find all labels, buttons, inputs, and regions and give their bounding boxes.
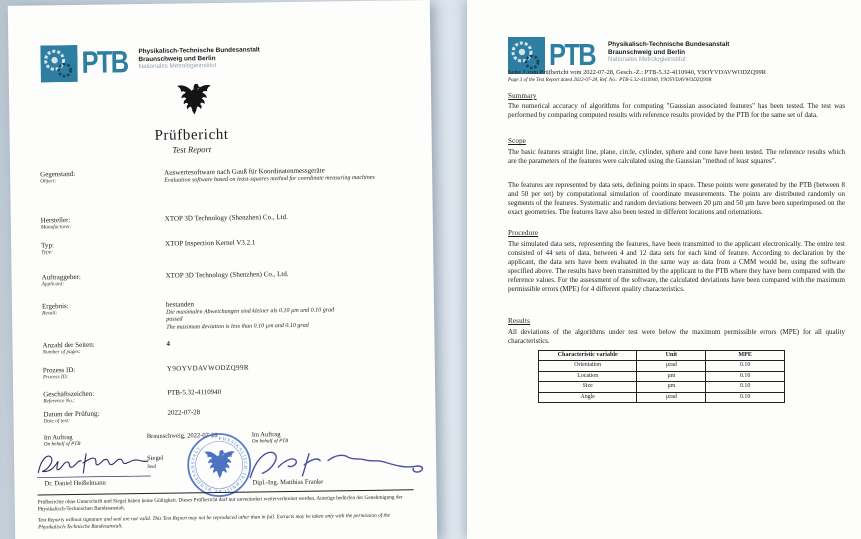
report-title-de: Prüfbericht: [154, 126, 229, 144]
ptb-acronym: PTB: [81, 44, 128, 80]
field-value-hersteller: XTOP 3D Technology (Shenzhen) Co., Ltd.: [164, 213, 288, 223]
table-cell: 0.10: [706, 392, 785, 402]
table-row: [539, 371, 785, 381]
ptb-org-line-2: Braunschweig und Berlin: [138, 54, 216, 63]
table-cell: Orientation: [539, 361, 637, 371]
signer-name-left: Dr. Daniel Heißelmann: [44, 479, 106, 488]
table-row: [539, 361, 785, 371]
field-label-typ: Typ: Type:: [41, 241, 54, 256]
table-cell: 0.10: [706, 382, 785, 392]
section-title-procedure: Procedure: [508, 229, 539, 237]
field-value-typ: XTOP Inspection Kernel V3.2.1: [165, 238, 256, 248]
ptb-org-line-3: Nationales Metrologieinstitut: [608, 56, 686, 64]
section-title-results: Results: [508, 317, 531, 325]
mpe-header-mpe: MPE: [706, 351, 785, 361]
field-value-seiten: 4: [166, 339, 171, 348]
field-label-prozess-id: Prozess ID: Process ID:: [42, 366, 76, 381]
seal-ring-text: PHYSIKALISCH-TECHNISCHE BUNDESANSTALT: [190, 435, 249, 495]
field-label-seiten: Anzahl der Seiten: Number of pages:: [42, 340, 95, 356]
ptb-logo-icon: [40, 45, 78, 83]
ptb-org-line-1: Physikalisch-Technische Bundesanstalt: [138, 46, 260, 56]
report-title-en: Test Report: [172, 144, 212, 155]
table-cell: Location: [539, 371, 637, 381]
field-label-ergebnis: Ergebnis: Result:: [41, 302, 69, 317]
mpe-header-characteristic: Characteristic variable: [539, 351, 637, 361]
federal-eagle-icon: [176, 81, 213, 120]
table-cell: 0.10: [706, 361, 785, 371]
section-scope-paragraph-2: The features are represented by data sets, defining points in space. These points were generated by the PTB (between 8 and 50 per set) by computational simulation of coordinate measurements. The points are distributed randomly on segments of the features. Systematic and random deviations between 20 µm and 50 µm have been superimposed on the exact geometries. The features have also been tested in different locations and orientations.: [508, 181, 845, 216]
field-value-datum: 2022-07-28: [167, 408, 201, 417]
ptb-org-lines: [608, 38, 838, 64]
validity-note-de: Prüfberichte ohne Unterschrift und Siegel haben keine Gültigkeit. Dieser Prüfbericht darf nur unverändert weiterverbreitet werden. Auszüge bedürfen der Genehmigung der Physikalisch-Technischen Bundesanstalt.: [37, 494, 403, 513]
mpe-table-header-row: [539, 351, 785, 361]
test-report-page-1: [8, 0, 437, 539]
field-value-prozess-id: Y9OYVDAVWODZQ99R: [166, 363, 250, 373]
section-scope-paragraph-1: The basic features straight line, plane, circle, cylinder, sphere and cone have been tested. The reference results which are the parameters of the features were calculated using the Gaussian "method of least squares".: [508, 148, 845, 165]
page-header-line: Seite 3 zum Prüfbericht vom 2022-07-28, Gesch.-Z.: PTB-5.32-4110940, Y9OYVDAVWODZQ99R: [508, 69, 767, 76]
field-value-ergebnis: bestanden Die maximalen Abweichungen sind kleiner als 0.10 µm und 0.10 grad passed The maximum deviation is less than 0.10 µm and 0.10 grad: [165, 300, 335, 331]
mpe-header-unit: Unit: [637, 351, 706, 361]
table-cell: Size: [539, 382, 637, 392]
ptb-org-line-3: Nationales Metrologieinstitut: [138, 62, 217, 71]
table-cell: Angle: [539, 392, 637, 402]
table-cell: µrad: [637, 392, 706, 402]
ptb-org-line-2: Braunschweig und Berlin: [608, 48, 686, 56]
place-date: Braunschweig, 2022-07-28: [146, 432, 218, 441]
section-title-summary: Summary: [508, 92, 537, 100]
signing-right: Im Auftrag On behalf of PTB: [251, 431, 289, 445]
field-label-hersteller: Hersteller: Manufacturer:: [40, 216, 72, 231]
signer-name-right: Dipl.-Ing. Matthias Franke: [252, 478, 324, 487]
section-procedure-paragraph: The simulated data sets, representing the features, have been transmitted to the applicant electronically. The entire test consisted of 44 sets of data, between 4 and 12 data sets for each kind of feature. According to declaration by the applicant, the data sets have been evaluated in the same way as data from a CMM would be, using the software specified above. The results have been transmitted by the applicant to the PTB where they have been compared with the reference values. For the assessment of the software, the calculated deviations have been compared with the maximum permissible errors (MPE) for 4 different quality characteristics.: [508, 240, 845, 293]
field-value-geschaeftszeichen: PTB-5.32-4110940: [167, 387, 222, 397]
field-label-gegenstand: Gegenstand: Object:: [40, 169, 76, 185]
table-row: [539, 382, 785, 392]
seal-label-en: Seal: [147, 463, 157, 471]
field-label-geschaeftszeichen: Geschäftszeichen: Reference No.:: [43, 389, 95, 405]
table-row: [539, 392, 785, 402]
seal-label-de: Siegel: [147, 454, 164, 463]
field-value-gegenstand: Auswertesoftware nach Gauß für Koordinatenmessgeräte Evaluation software based on least-squares method for coordinate measuring machines: [164, 166, 375, 184]
section-results-paragraph: All deviations of the algorithms under test were below the maximum permissible errors (MPE) for all quality characteristics.: [508, 328, 845, 345]
page-header-line-en: Page 3 of the Test Report dated 2022-07-28, Ref. No.: PTB-5.32-4110940, Y9OYVDAVWODZQ99R: [508, 77, 712, 83]
ptb-org-line-1: Physikalisch-Technische Bundesanstalt: [608, 41, 730, 48]
field-label-auftraggeber: Auftraggeber: Applicant:: [41, 272, 81, 288]
ptb-org-lines: [138, 42, 368, 71]
table-cell: µm: [637, 382, 706, 392]
ptb-logo: [40, 41, 371, 86]
test-report-page-3: [467, 0, 861, 539]
signing-left: Im Auftrag On behalf of PTB: [43, 434, 81, 448]
ptb-acronym: PTB: [549, 37, 595, 72]
table-cell: 0.10: [706, 371, 785, 381]
section-title-scope: Scope: [508, 137, 527, 145]
field-label-datum: Datum der Prüfung: Date of test:: [43, 409, 100, 425]
section-summary-paragraph: The numerical accuracy of algorithms for computing "Gaussian associated features" has been tested. The test was performed by comparing computed results with reference results provided by the PTB for the same set of data.: [508, 102, 845, 119]
validity-note-en: Test Reports without signature and seal are not valid. This Test Report may not be reproduced other than in full. Extracts may be taken only with the permission of the Physikalisch-Technische Bundesanstalt.: [37, 512, 391, 531]
mpe-table: [538, 350, 785, 403]
table-cell: µm: [637, 371, 706, 381]
field-value-auftraggeber: XTOP 3D Technology (Shenzhen) Co., Ltd.: [165, 270, 289, 280]
table-cell: µrad: [637, 361, 706, 371]
